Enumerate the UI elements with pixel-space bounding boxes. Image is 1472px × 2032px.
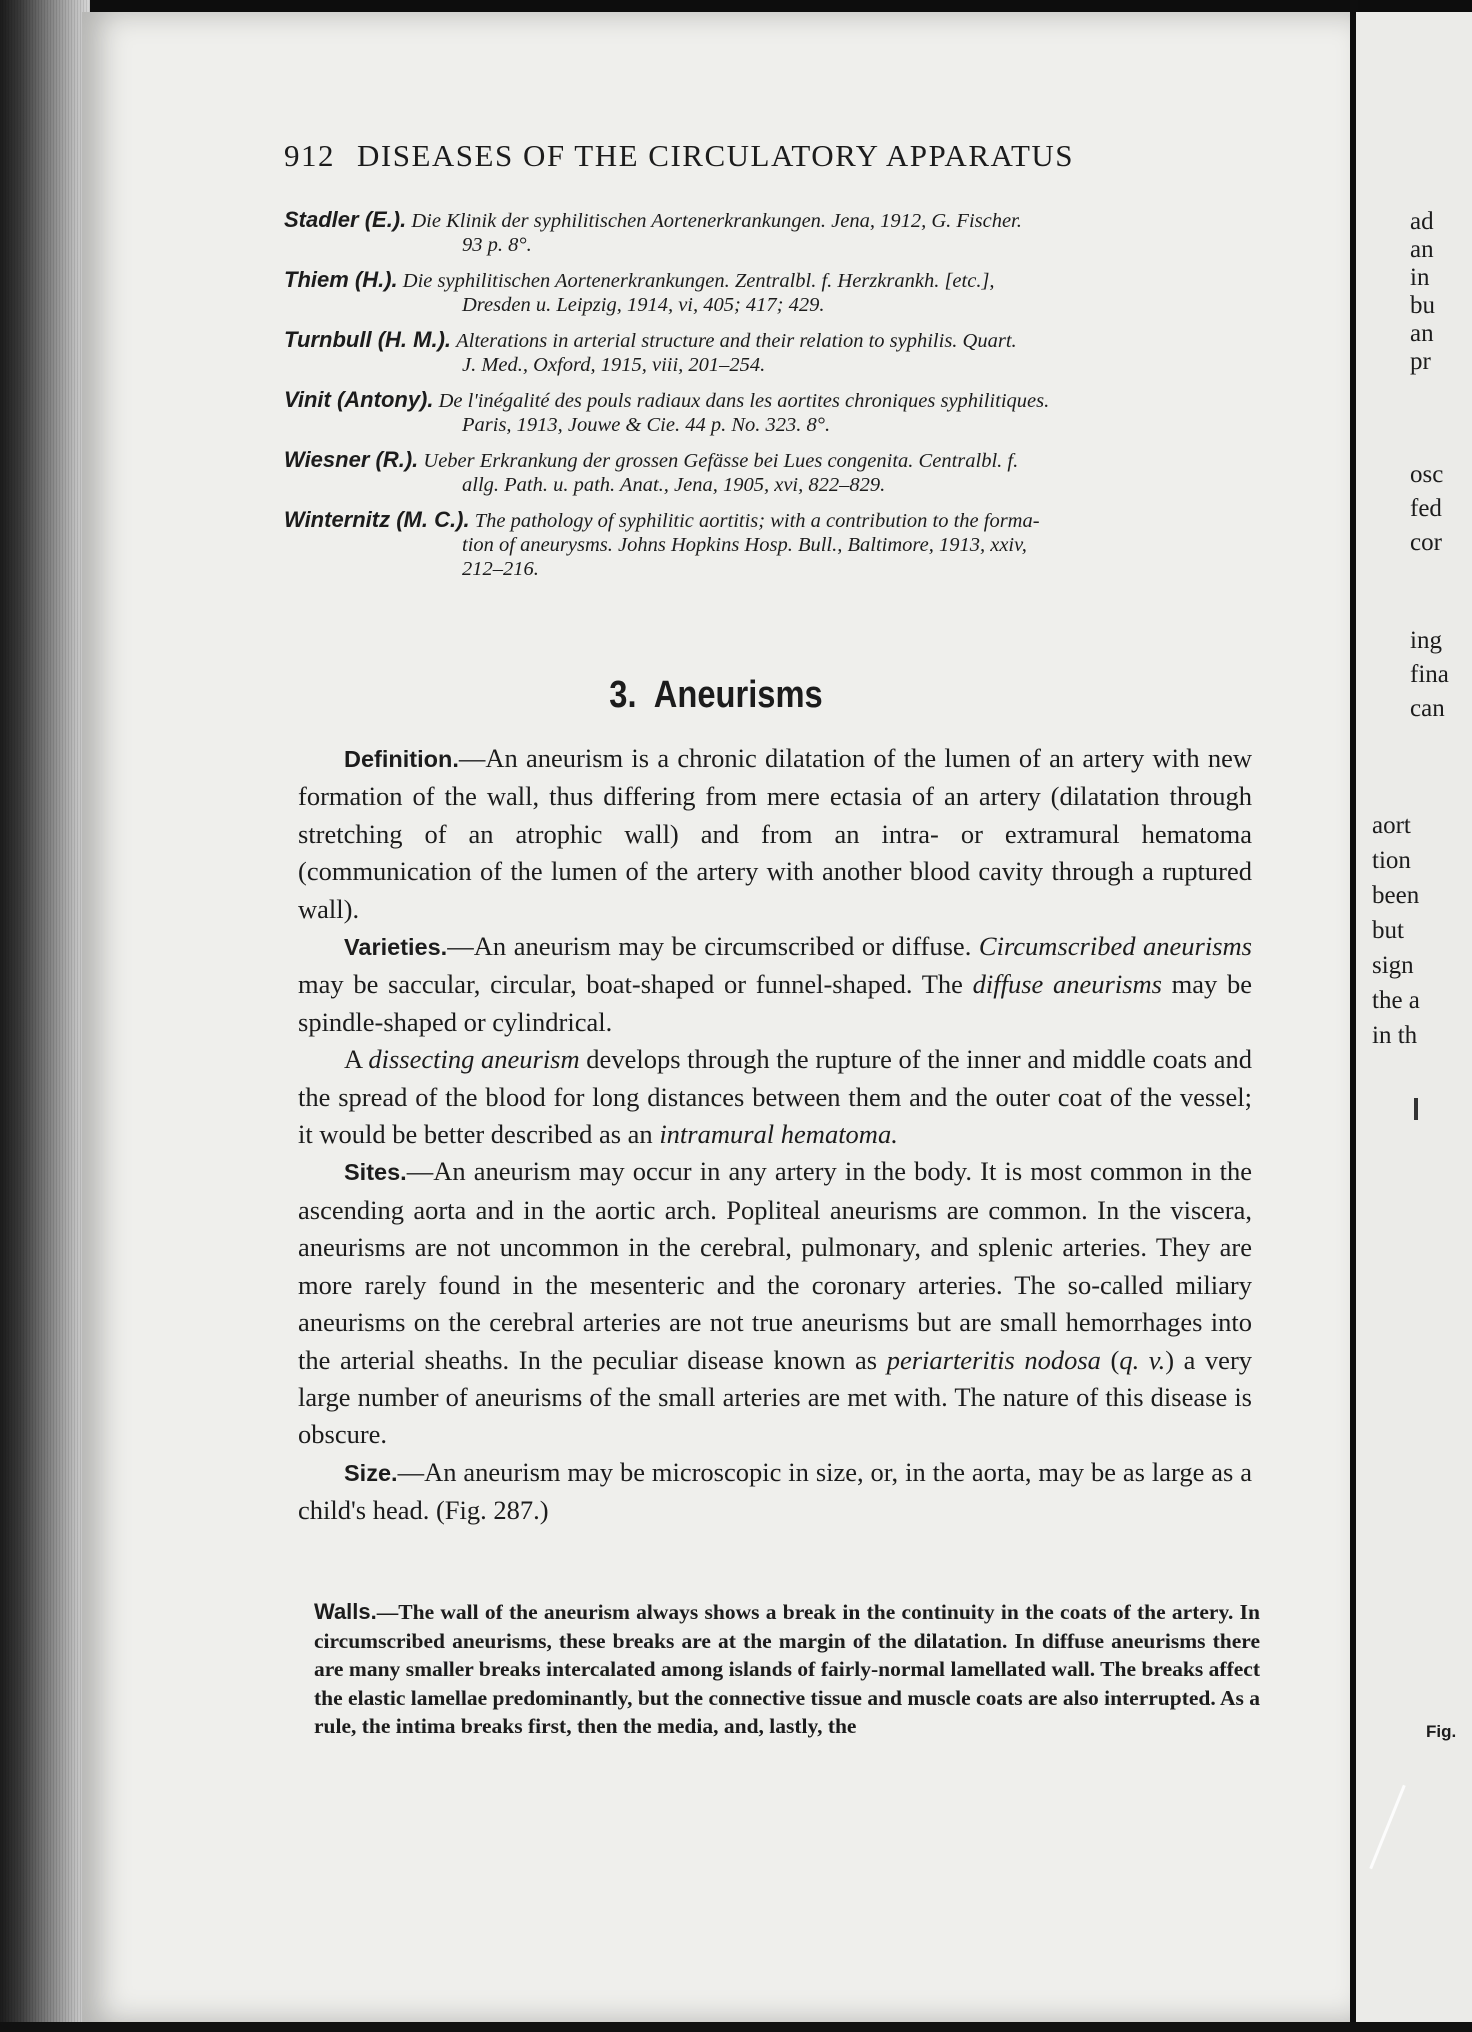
reference-citation: Ueber Erkrankung der grossen Gefässe bei Lues congenita. Centralbl. f.: [423, 450, 1019, 472]
facing-fragment: osc: [1410, 461, 1444, 488]
facing-fragment: sign: [1372, 952, 1414, 979]
paragraph-text: —An aneurism may occur in any artery in the body. It is most common in the ascending aorta and in the aortic arch. Popliteal aneurisms are common. In the viscera, aneurisms are not uncommon in the cerebral, pulmonary, and splenic arteries. They are more rarely found in the mesenteric and the coronary arteries. The so-called miliary aneurisms on the cerebral arteries are not true aneurisms but are small hemorrhages into the arterial sheaths. In the peculiar disease known as: [298, 1156, 1252, 1375]
paragraph-definition: [298, 740, 1252, 928]
emphasis-text: periarteritis nodosa: [886, 1344, 1101, 1375]
page-number: 912: [284, 138, 335, 173]
facing-fragment: fina: [1410, 661, 1449, 688]
reference-entry: [284, 208, 1244, 257]
reference-citation-cont: tion of aneurysms. Johns Hopkins Hosp. Bull., Baltimore, 1913, xxiv,: [462, 534, 1027, 556]
reference-citation-cont: 93 p. 8°.: [462, 234, 532, 256]
emphasis-text: dissecting aneurism: [368, 1044, 580, 1075]
reference-citation-cont: Paris, 1913, Jouwe & Cie. 44 p. No. 323. 8°.: [462, 414, 831, 436]
facing-figure-label: Fig.: [1426, 1722, 1457, 1741]
section-heading: [171, 674, 1261, 717]
book-page-edges: [0, 0, 90, 2032]
facing-fragment: an: [1410, 236, 1434, 263]
facing-fragment: ing: [1410, 627, 1442, 654]
reference-citation-cont: J. Med., Oxford, 1915, viii, 201–254.: [462, 354, 766, 376]
paragraph-text: —An aneurism is a chronic dilatation of the lumen of an artery with new formation of the wall, thus differing from mere ectasia of an artery (dilatation through stretching of an atrophic wall) and from an intra- or extramural hematoma (communication of the lumen of the artery with another blood cavity through a ruptured wall).: [298, 743, 1252, 924]
facing-fragment: the a: [1372, 987, 1420, 1014]
top-border: [0, 0, 1472, 12]
facing-fragment: an: [1410, 320, 1434, 347]
reference-citation: Die Klinik der syphilitischen Aortenerkrankungen. Jena, 1912, G. Fischer.: [411, 210, 1022, 232]
paragraph-varieties: [298, 928, 1252, 1041]
facing-fragment: bu: [1410, 292, 1435, 319]
reference-citation-cont: allg. Path. u. path. Anat., Jena, 1905, xvi, 822–829.: [462, 474, 886, 496]
emphasis-text: Circumscribed aneurisms: [978, 931, 1252, 962]
reference-citation: De l'inégalité des pouls radiaux dans les aortites chroniques syphilitiques.: [438, 390, 1050, 412]
reference-author: Thiem (H.).: [284, 267, 398, 292]
facing-fragment: cor: [1410, 529, 1442, 556]
reference-entry: [284, 268, 1244, 317]
paragraph-size: [298, 1454, 1252, 1530]
reference-citation: Alterations in arterial structure and their relation to syphilis. Quart.: [456, 330, 1017, 352]
body-text: [298, 740, 1252, 1530]
running-head-title: DISEASES OF THE CIRCULATORY APPARATUS: [357, 138, 1075, 173]
paragraph-dissecting: [298, 1041, 1252, 1153]
paragraph-sites: [298, 1153, 1252, 1453]
paragraph-text: —An aneurism may be microscopic in size, or, in the aorta, may be as large as a child's head. (Fig. 287.): [298, 1456, 1252, 1526]
reference-entry: [284, 508, 1244, 581]
facing-fragment: aort: [1372, 812, 1411, 839]
reference-citation: Die syphilitischen Aortenerkrankungen. Zentralbl. f. Herzkrankh. [etc.],: [402, 270, 995, 292]
reference-author: Vinit (Antony).: [284, 387, 434, 412]
facing-fragment: tion: [1372, 847, 1411, 874]
paragraph-text: ) a very large number of aneurisms of the small arteries are met with. The nature of this disease is obscure.: [298, 1344, 1253, 1450]
facing-mark: [1414, 1098, 1418, 1120]
reference-list: [284, 208, 1244, 592]
reference-entry: [284, 388, 1244, 437]
reference-author: Turnbull (H. M.).: [284, 327, 452, 352]
facing-fragment: but: [1372, 917, 1404, 944]
facing-fragment: can: [1410, 695, 1445, 722]
facing-fragment-group: [1410, 458, 1443, 560]
bottom-border: [0, 2022, 1472, 2032]
paragraph-lead: Definition.: [344, 746, 459, 772]
reference-author: Stadler (E.).: [284, 207, 407, 232]
running-head: [284, 138, 1074, 174]
paragraph-lead: Size.: [344, 1459, 398, 1486]
paragraph-text: —An aneurism may be circumscribed or diffuse.: [447, 931, 979, 962]
facing-figure-mark: [1369, 1785, 1405, 1870]
book-page: [82, 12, 1350, 2022]
paragraph-text: may be spindle-shaped or cylindrical.: [298, 969, 1252, 1037]
facing-fragment: fed: [1410, 495, 1442, 522]
paragraph-walls: [314, 1598, 1260, 1741]
facing-fragment-group: [1410, 208, 1435, 376]
facing-fragment-group: [1410, 624, 1449, 726]
paragraph-lead: Varieties.: [344, 934, 448, 961]
reference-entry: [284, 328, 1244, 377]
paragraph-text: may be saccular, circular, boat-shaped or funnel-shaped. The: [298, 969, 973, 1000]
emphasis-text: intramural hematoma.: [659, 1119, 898, 1150]
reference-author: Winternitz (M. C.).: [284, 507, 470, 532]
facing-fragment: in th: [1372, 1022, 1418, 1049]
facing-fragment-group: [1372, 808, 1420, 1053]
reference-citation-cont: Dresden u. Leipzig, 1914, vi, 405; 417; 429.: [462, 294, 825, 316]
emphasis-text: q. v.: [1119, 1344, 1166, 1375]
facing-page: [1356, 12, 1472, 2022]
reference-author: Wiesner (R.).: [284, 447, 419, 472]
facing-fragment: pr: [1410, 348, 1431, 375]
reference-citation: The pathology of syphilitic aortitis; with a contribution to the forma-: [474, 510, 1040, 532]
paragraph-text: (: [1100, 1344, 1120, 1375]
section-title: Aneurisms: [653, 674, 823, 716]
paragraph-lead: Walls.: [314, 1599, 377, 1624]
paragraph-text: —The wall of the aneurism always shows a break in the continuity in the coats of the artery. In circumscribed aneurisms, these breaks are at the margin of the dilatation. In diffuse aneurisms there are many smaller breaks intercalated among islands of fairly-normal lamellated wall. The breaks affect the elastic lamellae predominantly, but the connective tissue and muscle coats are also interrupted. As a rule, the intima breaks first, then the media, and, lastly, the: [314, 1600, 1260, 1739]
section-number: 3.: [609, 674, 637, 716]
facing-fragment: ad: [1410, 208, 1434, 235]
paragraph-text: develops through the rupture of the inner and middle coats and the spread of the blood for long distances between them and the outer coat of the vessel; it would be better described as an: [298, 1044, 1252, 1150]
facing-fragment: been: [1372, 882, 1420, 909]
emphasis-text: diffuse aneurisms: [972, 969, 1162, 1000]
paragraph-text: A: [344, 1044, 369, 1075]
paragraph-lead: Sites.: [344, 1159, 407, 1186]
reference-entry: [284, 448, 1244, 497]
reference-citation-cont: 212–216.: [462, 558, 539, 580]
facing-fragment: in: [1410, 264, 1430, 291]
